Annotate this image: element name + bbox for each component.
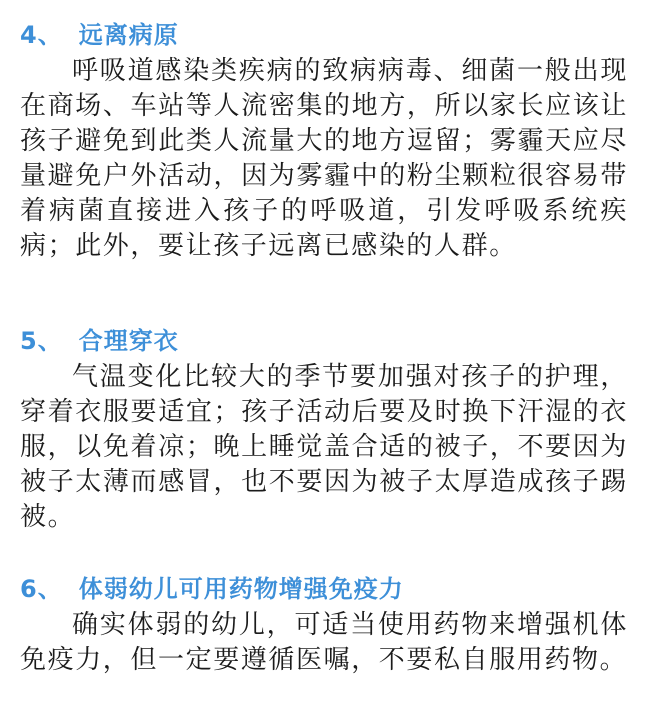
section-4-number: 4、: [20, 20, 63, 49]
section-6-title: 体弱幼儿可用药物增强免疫力: [78, 574, 404, 603]
section-5: [20, 320, 628, 568]
section-5-title: 合理穿衣: [78, 326, 179, 355]
section-5-heading: [20, 320, 628, 356]
section-6-number: 6、: [20, 574, 63, 603]
section-4-body: 呼吸道感染类疾病的致病病毒、细菌一般出现在商场、车站等人流密集的地方，所以家长应该让孩子避免到此类人流量大的地方逗留；雾霾天应尽量避免户外活动，因为雾霾中的粉尘颗粒很容易带着病菌直接进入孩子的呼吸道，引发呼吸系统疾病；此外，要让孩子远离已感染的人群。: [20, 56, 628, 261]
section-5-number: 5、: [20, 326, 63, 355]
section-5-body: 气温变化比较大的季节要加强对孩子的护理，穿着衣服要适宜；孩子活动后要及时换下汗湿的衣服，以免着凉；晚上睡觉盖合适的被子，不要因为被子太薄而感冒，也不要因为被子太厚造成孩子踢被。: [20, 362, 628, 532]
section-6-heading: [20, 568, 628, 604]
section-4-title: 远离病原: [78, 20, 179, 49]
section-4-heading: [20, 14, 628, 50]
section-4: [20, 14, 628, 320]
section-6: [20, 568, 628, 678]
section-6-body: 确实体弱的幼儿，可适当使用药物来增强机体免疫力，但一定要遵循医嘱，不要私自服用药物。: [20, 610, 628, 675]
